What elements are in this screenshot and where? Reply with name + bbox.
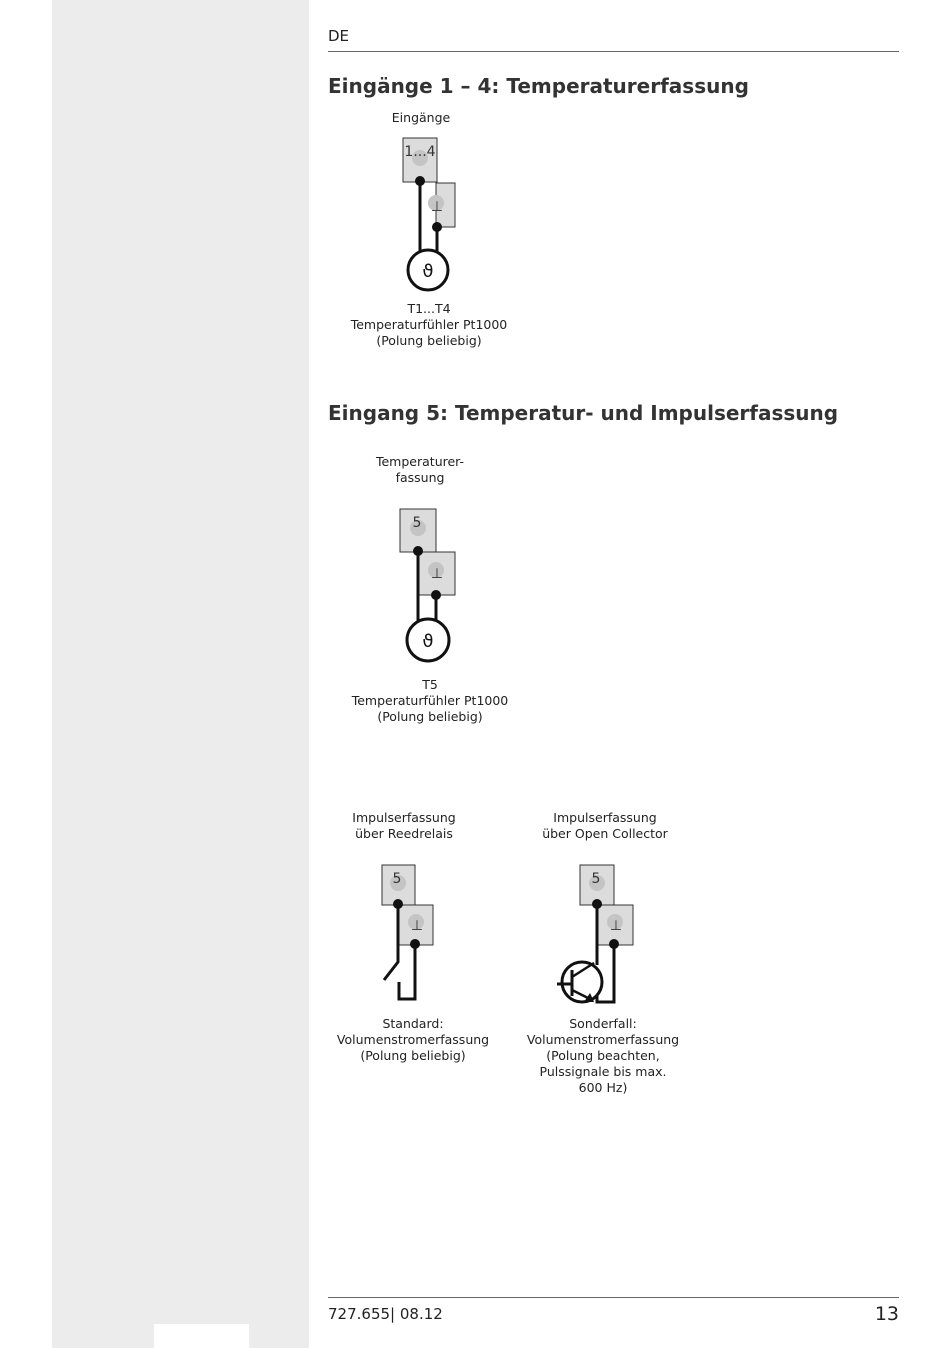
diagram-open-collector <box>557 865 633 1002</box>
temp-sensor-caption: T5 Temperaturfühler Pt1000 (Polung beliebig) <box>351 677 509 724</box>
terminal-label-5-temp: 5 <box>412 515 422 531</box>
transistor-icon <box>557 962 602 1002</box>
terminal-label-5-oc: 5 <box>591 871 601 887</box>
diagram-reed-relay <box>382 865 433 999</box>
oc-sub-caption: Sonderfall: Volumenstromerfassung (Polung beachten, Pulssignale bis max. 600 Hz) <box>526 1016 680 1095</box>
terminal-label-5-reed: 5 <box>392 871 402 887</box>
oc-caption: Impulserfassung über Open Collector <box>542 810 668 841</box>
theta-sensor-icon: ϑ <box>422 261 434 282</box>
diagram-inputs-1-4 <box>403 138 455 290</box>
ground-symbol-3: ⊥ <box>410 918 424 934</box>
ground-symbol-1: ⊥ <box>430 199 444 215</box>
diagram-input-5-temp <box>400 509 455 661</box>
terminal-label-1-4: 1...4 <box>404 144 436 160</box>
reed-caption: Impulserfassung über Reedrelais <box>352 810 456 841</box>
section1-sensor-caption: T1...T4 Temperaturfühler Pt1000 (Polung beliebig) <box>350 301 508 348</box>
page-number: 13 <box>874 1303 899 1325</box>
ground-symbol-2: ⊥ <box>430 566 444 582</box>
reed-sub-caption: Standard: Volumenstromerfassung (Polung beliebig) <box>336 1016 490 1063</box>
footer-rule <box>328 1297 899 1298</box>
language-code: DE <box>328 27 350 45</box>
temp-caption: Temperaturer- fassung <box>375 454 465 485</box>
doc-number: 727.655| 08.12 <box>328 1305 443 1323</box>
section1-input-caption: Eingänge <box>391 110 451 125</box>
section2-title: Eingang 5: Temperatur- und Impulserfassung <box>328 401 839 425</box>
section1-title: Eingänge 1 – 4: Temperaturerfassung <box>328 74 749 98</box>
ground-symbol-4: ⊥ <box>609 918 623 934</box>
theta-sensor-icon: ϑ <box>422 631 434 652</box>
